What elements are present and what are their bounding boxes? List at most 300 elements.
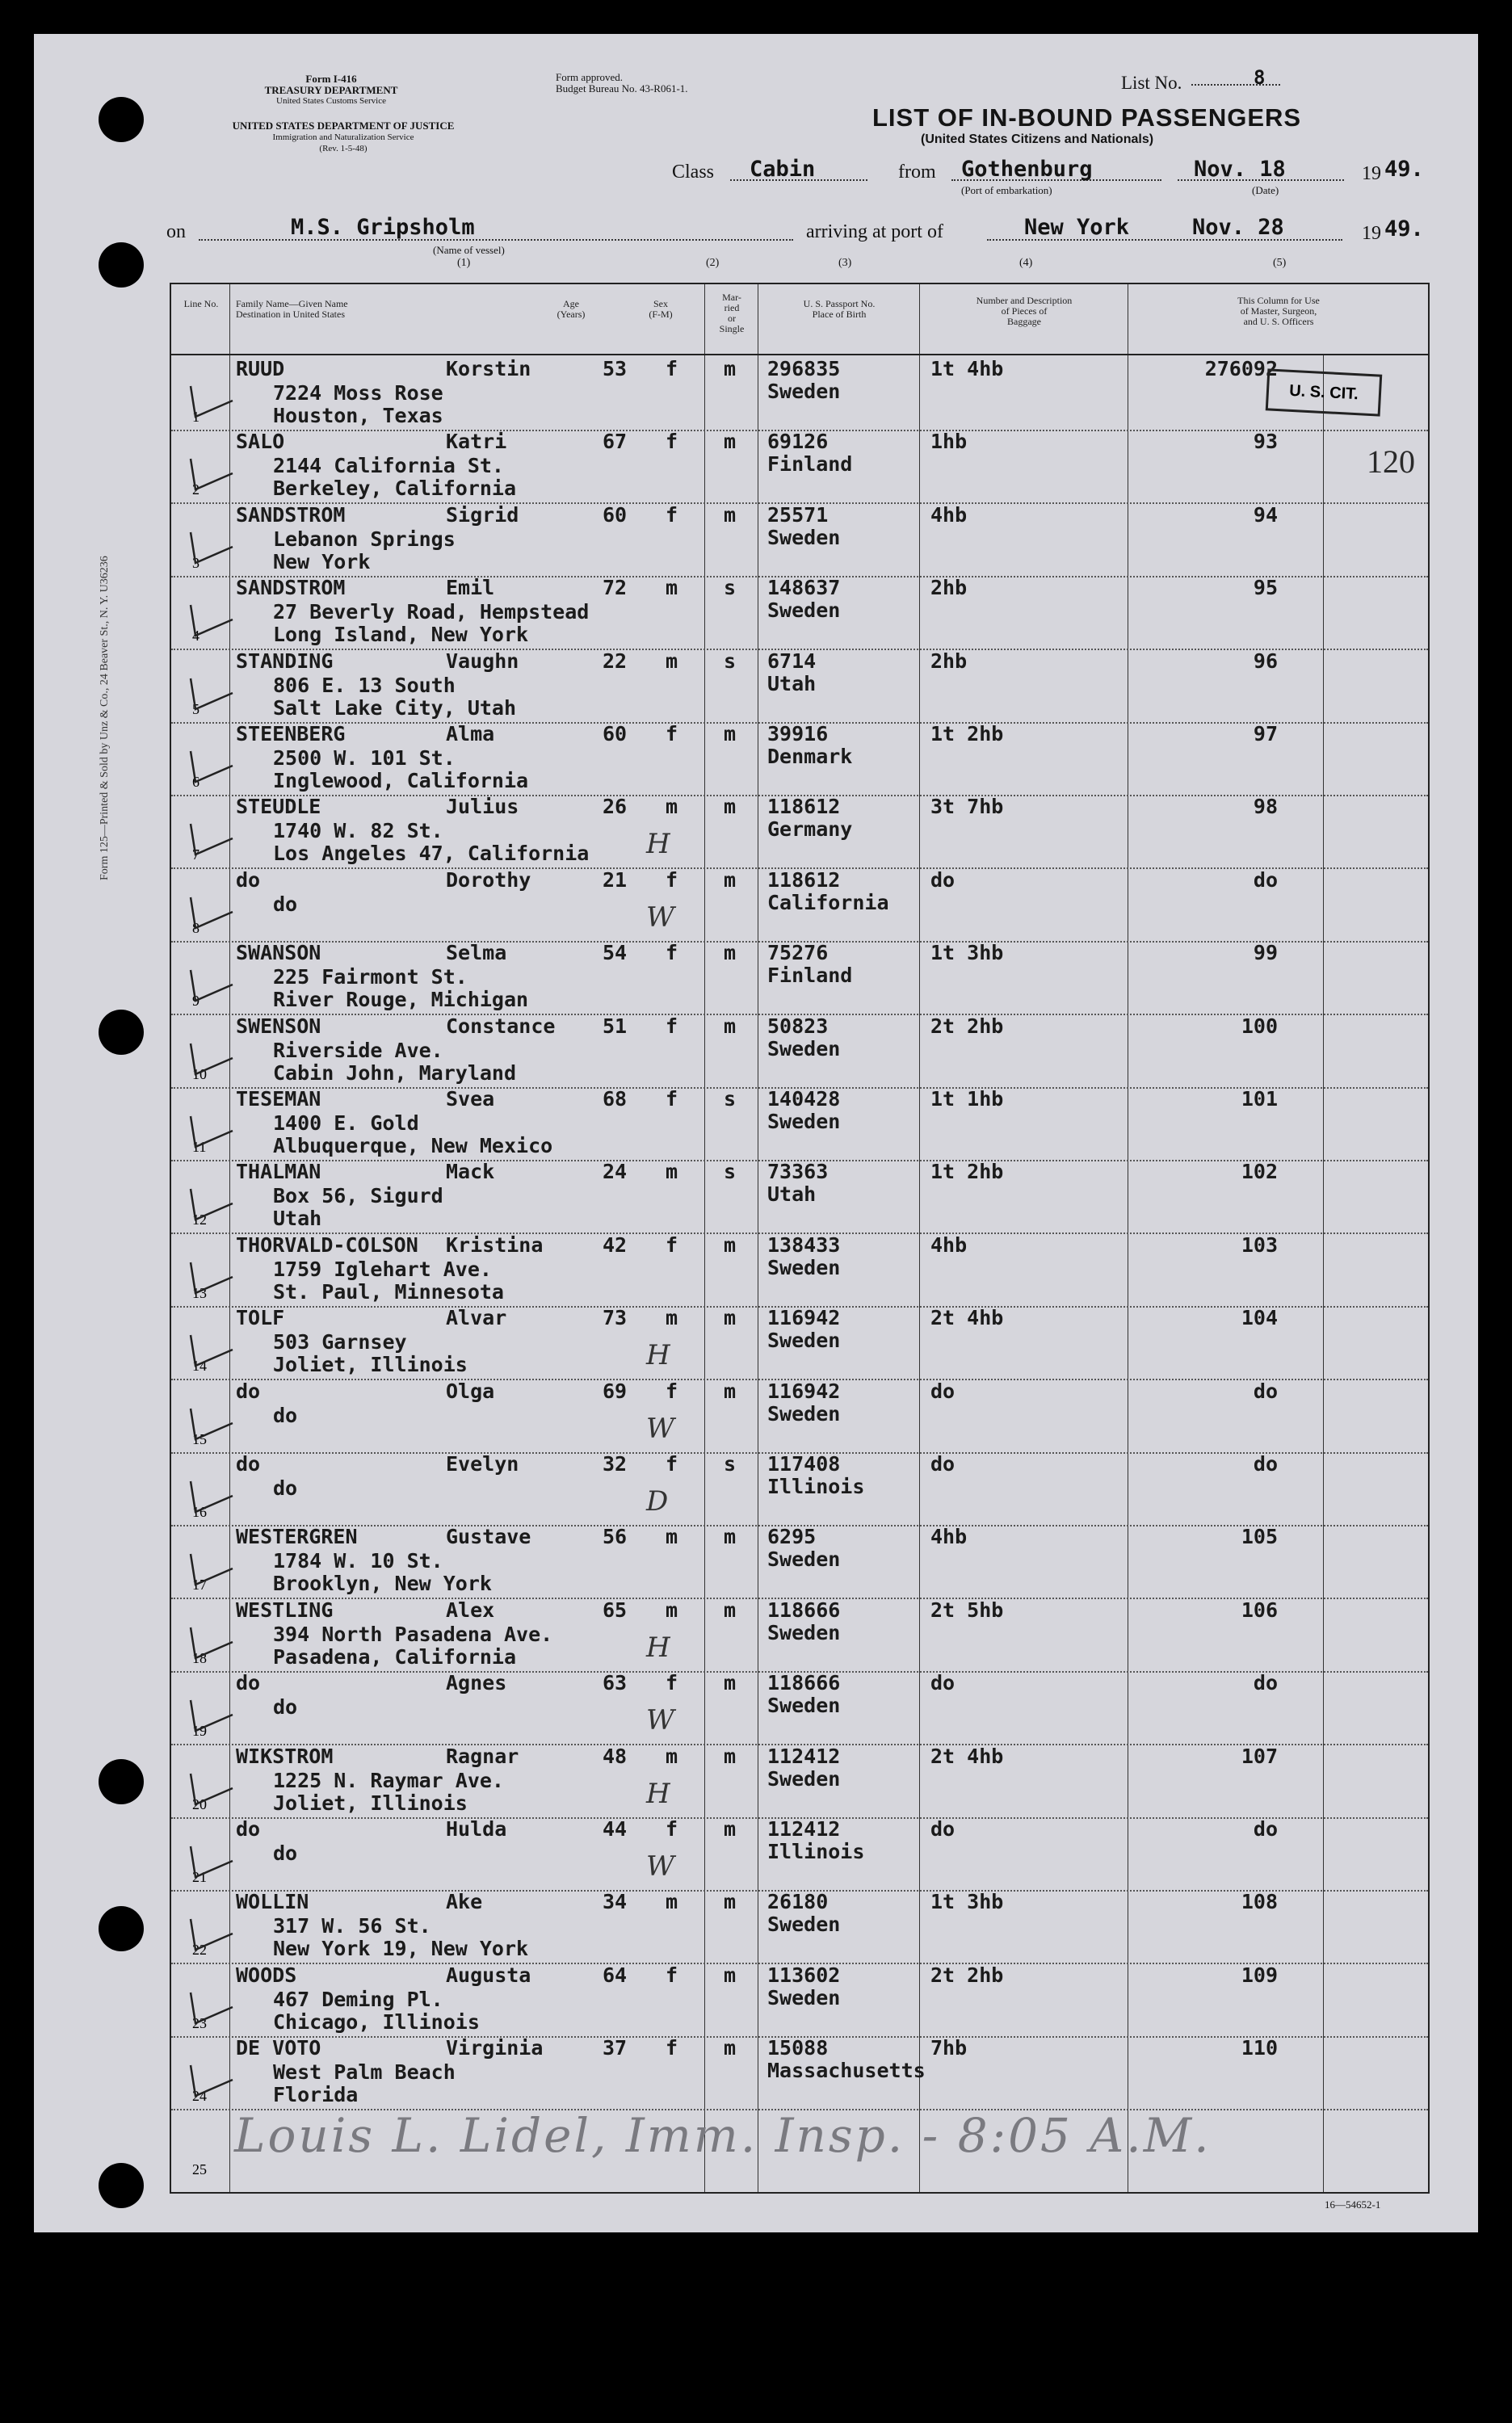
sex-value: m <box>666 576 678 600</box>
marital-status: m <box>724 1014 737 1038</box>
colnum-3: (3) <box>838 257 852 269</box>
marital-status: s <box>724 1160 737 1184</box>
sex-value: f <box>666 1232 678 1257</box>
table-row <box>171 795 1428 869</box>
family-name: SWANSON <box>236 941 321 965</box>
marital-status: s <box>724 576 737 600</box>
destination-line: 225 Fairmont St. <box>273 965 468 989</box>
col-baggage: Number and Description of Pieces of Baggage <box>976 295 1073 327</box>
destination-line: Houston, Texas <box>273 404 443 427</box>
date-caption: (Date) <box>1252 184 1279 196</box>
given-name: Alex <box>446 1598 495 1622</box>
check-mark-icon <box>187 1549 236 1589</box>
line-number: 5 <box>192 700 200 717</box>
age-value: 22 <box>603 649 628 673</box>
officer-number: 105 <box>1241 1525 1278 1549</box>
check-mark-icon <box>187 600 236 640</box>
destination-line: 1740 W. 82 St. <box>273 819 443 843</box>
line-number: 22 <box>192 1942 207 1959</box>
baggage-count: 1t 4hb <box>930 357 1004 380</box>
check-mark-icon <box>187 1330 236 1371</box>
destination-line: 1225 N. Raymar Ave. <box>273 1768 504 1792</box>
line-number: 25 <box>192 2161 207 2177</box>
check-mark-icon <box>187 1476 236 1517</box>
check-mark-icon <box>187 1988 236 2028</box>
destination-line: 806 E. 13 South <box>273 673 456 697</box>
line-number: 11 <box>192 1139 207 1155</box>
baggage-count: 1t 2hb <box>930 1160 1004 1184</box>
given-name: Alvar <box>446 1306 507 1330</box>
place-of-birth: Sweden <box>767 1547 841 1572</box>
given-name: Dorothy <box>446 867 531 892</box>
given-name: Sigrid <box>446 502 519 527</box>
printer-imprint: Form 125—Printed & Sold by Unz & Co., 24 Beaver St., N. Y. U36236 <box>99 556 111 880</box>
colnum-1: (1) <box>457 257 471 269</box>
age-value: 60 <box>603 502 628 527</box>
given-name: Virginia <box>446 2036 544 2060</box>
sex-value: f <box>666 1087 678 1111</box>
baggage-count: 1t 2hb <box>930 722 1004 745</box>
passport-number: 118666 <box>767 1598 841 1622</box>
age-value: 65 <box>603 1598 628 1622</box>
passport-number: 113602 <box>767 1963 841 1987</box>
given-name: Emil <box>446 576 495 600</box>
family-name: do <box>236 1452 261 1476</box>
check-mark-icon <box>187 892 236 933</box>
table-row <box>171 1890 1428 1964</box>
table-row <box>171 2036 1428 2110</box>
passport-number: 116942 <box>767 1306 841 1330</box>
family-name: WIKSTROM <box>236 1744 334 1768</box>
check-mark-icon <box>187 1404 236 1444</box>
place-of-birth: Sweden <box>767 1036 841 1060</box>
marital-status: m <box>724 867 737 892</box>
table-row <box>171 868 1428 943</box>
place-of-birth: Sweden <box>767 1913 841 1937</box>
table-row <box>171 1014 1428 1089</box>
passport-number: 112412 <box>767 1817 841 1841</box>
table-row <box>171 576 1428 650</box>
baggage-count: 2t 2hb <box>930 1963 1004 1987</box>
arrival-port: New York <box>1024 215 1130 240</box>
passenger-table <box>170 283 1430 2194</box>
marital-status: m <box>724 1525 737 1549</box>
family-name: do <box>236 867 261 892</box>
passport-number: 75276 <box>767 941 829 965</box>
baggage-count: 2t 4hb <box>930 1744 1004 1768</box>
check-mark-icon <box>187 674 236 714</box>
handwritten-mark: W <box>646 1850 674 1883</box>
line-number: 2 <box>192 481 200 498</box>
marital-status: s <box>724 1087 737 1111</box>
age-value: 72 <box>603 576 628 600</box>
given-name: Hulda <box>446 1817 507 1841</box>
destination-line: New York 19, New York <box>273 1937 529 1961</box>
passport-number: 69126 <box>767 430 829 454</box>
age-value: 60 <box>603 722 628 745</box>
page-title: LIST OF IN-BOUND PASSENGERS <box>872 103 1302 132</box>
officer-number: 99 <box>1253 941 1278 965</box>
given-name: Vaughn <box>446 649 519 673</box>
check-mark-icon <box>187 527 236 568</box>
arrival-year: 49. <box>1384 216 1424 241</box>
revision-label: (Rev. 1-5-48) <box>319 144 368 153</box>
officer-number: 108 <box>1241 1890 1278 1914</box>
given-name: Ake <box>446 1890 483 1914</box>
destination-line: Utah <box>273 1207 322 1231</box>
sex-value: m <box>666 1306 678 1330</box>
destination-line: 2144 California St. <box>273 454 504 478</box>
passport-number: 116942 <box>767 1379 841 1403</box>
arriving-label: arriving at port of <box>806 221 943 242</box>
table-row <box>171 722 1428 796</box>
table-row <box>171 357 1428 431</box>
handwritten-mark: W <box>646 1704 674 1737</box>
sex-value: m <box>666 1160 678 1184</box>
table-row <box>171 1817 1428 1892</box>
destination-line: do <box>273 1695 298 1720</box>
marital-status: m <box>724 1963 737 1987</box>
age-value: 37 <box>603 2036 628 2060</box>
given-name: Svea <box>446 1087 495 1111</box>
destination-line: River Rouge, Michigan <box>273 988 529 1012</box>
family-name: THORVALD-COLSON <box>236 1232 418 1257</box>
sex-value: f <box>666 357 678 380</box>
table-row <box>171 1160 1428 1234</box>
destination-line: Brooklyn, New York <box>273 1572 492 1596</box>
table-row <box>171 1671 1428 1745</box>
place-of-birth: Sweden <box>767 1766 841 1791</box>
officer-number: 98 <box>1253 795 1278 819</box>
sex-value: f <box>666 1817 678 1841</box>
sex-value: m <box>666 1598 678 1622</box>
line-number: 20 <box>192 1795 207 1812</box>
check-mark-icon <box>187 1914 236 1955</box>
port-caption: (Port of embarkation) <box>961 184 1052 196</box>
age-value: 24 <box>603 1160 628 1184</box>
destination-line: Salt Lake City, Utah <box>273 695 517 720</box>
baggage-count: 2t 4hb <box>930 1306 1004 1330</box>
age-value: 44 <box>603 1817 628 1841</box>
col-name: Family Name—Given Name Destination in United States <box>236 298 348 320</box>
baggage-count: 1t 1hb <box>930 1087 1004 1111</box>
punch-hole <box>99 2163 144 2208</box>
destination-line: 503 Garnsey <box>273 1330 407 1354</box>
family-name: do <box>236 1671 261 1695</box>
destination-line: 7224 Moss Rose <box>273 381 443 405</box>
age-value: 69 <box>603 1379 628 1403</box>
age-value: 63 <box>603 1671 628 1695</box>
officer-number: 95 <box>1253 576 1278 600</box>
line-number: 4 <box>192 628 200 645</box>
place-of-birth: Sweden <box>767 380 841 403</box>
col-line-no: Line No. <box>183 298 219 309</box>
destination-line: 1784 W. 10 St. <box>273 1549 443 1573</box>
passport-number: 140428 <box>767 1087 841 1111</box>
sex-value: f <box>666 1379 678 1403</box>
col-officers: This Column for Use of Master, Surgeon, and U. S. Officers <box>1237 295 1320 327</box>
baggage-count: 4hb <box>930 502 968 527</box>
check-mark-icon <box>187 2060 236 2101</box>
marital-status: m <box>724 1744 737 1768</box>
marital-status: m <box>724 1817 737 1841</box>
family-name: DE VOTO <box>236 2036 321 2060</box>
given-name: Agnes <box>446 1671 507 1695</box>
officer-number: do <box>1253 1671 1278 1695</box>
age-value: 64 <box>603 1963 628 1987</box>
line-number: 16 <box>192 1504 207 1520</box>
family-name: STEENBERG <box>236 722 346 745</box>
destination-line: do <box>273 1841 298 1865</box>
baggage-count: 4hb <box>930 1525 968 1549</box>
line-number: 3 <box>192 554 200 571</box>
header-separator <box>171 354 1428 355</box>
check-mark-icon <box>187 1769 236 1809</box>
age-value: 67 <box>603 430 628 454</box>
col-marital: Mar- ried or Single <box>719 292 745 334</box>
passport-number: 6714 <box>767 649 817 673</box>
destination-line: 27 Beverly Road, Hempstead <box>273 600 590 624</box>
sex-value: f <box>666 2036 678 2060</box>
officer-number: 94 <box>1253 502 1278 527</box>
line-number: 19 <box>192 1723 207 1740</box>
place-of-birth: Sweden <box>767 525 841 549</box>
passport-number: 26180 <box>767 1890 829 1914</box>
year-prefix-2: 19 <box>1362 223 1381 244</box>
on-label: on <box>166 221 186 242</box>
age-value: 48 <box>603 1744 628 1768</box>
line-number: 8 <box>192 919 200 936</box>
family-name: THALMAN <box>236 1160 321 1184</box>
baggage-count: do <box>930 1379 956 1403</box>
baggage-count: 3t 7hb <box>930 795 1004 819</box>
officer-number: 102 <box>1241 1160 1278 1184</box>
check-mark-icon <box>187 454 236 494</box>
destination-line: do <box>273 1476 298 1500</box>
footer-code: 16—54652-1 <box>1325 2198 1381 2211</box>
form-number: Form I-416 <box>305 73 357 85</box>
handwritten-mark: W <box>646 1412 674 1445</box>
given-name: Olga <box>446 1379 495 1403</box>
destination-line: St. Paul, Minnesota <box>273 1279 504 1304</box>
age-value: 26 <box>603 795 628 819</box>
marital-status: s <box>724 1452 737 1476</box>
age-value: 51 <box>603 1014 628 1038</box>
officer-number: do <box>1253 1452 1278 1476</box>
marital-status: m <box>724 1232 737 1257</box>
baggage-count: do <box>930 1817 956 1841</box>
marital-status: m <box>724 1379 737 1403</box>
place-of-birth: Utah <box>767 671 817 695</box>
family-name: SWENSON <box>236 1014 321 1038</box>
sex-value: m <box>666 1744 678 1768</box>
table-row <box>171 503 1428 577</box>
place-of-birth: Illinois <box>767 1475 865 1498</box>
departure-date: Nov. 18 <box>1194 157 1286 182</box>
destination-line: 1759 Iglehart Ave. <box>273 1257 492 1281</box>
destination-line: Florida <box>273 2083 359 2107</box>
handwritten-mark: H <box>646 828 670 861</box>
baggage-count: 1t 3hb <box>930 1890 1004 1914</box>
marital-status: m <box>724 1890 737 1914</box>
from-label: from <box>898 162 936 183</box>
sex-value: f <box>666 430 678 454</box>
place-of-birth: Sweden <box>767 1694 841 1718</box>
place-of-birth: Sweden <box>767 1985 841 2009</box>
passport-number: 118666 <box>767 1671 841 1695</box>
given-name: Korstin <box>446 357 531 380</box>
passport-number: 50823 <box>767 1014 829 1038</box>
colnum-5: (5) <box>1273 257 1287 269</box>
justice-label: UNITED STATES DEPARTMENT OF JUSTICE <box>232 120 455 132</box>
sex-value: m <box>666 1890 678 1914</box>
destination-line: Berkeley, California <box>273 477 517 501</box>
table-row <box>171 1525 1428 1599</box>
punch-hole <box>99 242 144 288</box>
col-passport: U. S. Passport No. Place of Birth <box>803 298 876 320</box>
ins-label: Immigration and Naturalization Service <box>272 132 414 142</box>
destination-line: 394 North Pasadena Ave. <box>273 1622 553 1646</box>
check-mark-icon <box>187 1623 236 1663</box>
sex-value: f <box>666 1963 678 1987</box>
list-no-label: List No. <box>1121 73 1182 93</box>
passport-number: 118612 <box>767 795 841 819</box>
year-prefix: 19 <box>1362 163 1381 184</box>
page-mark: 120 <box>1367 443 1415 480</box>
table-row <box>171 1379 1428 1454</box>
age-value: 56 <box>603 1525 628 1549</box>
baggage-count: 2t 2hb <box>930 1014 1004 1038</box>
check-mark-icon <box>187 746 236 787</box>
passport-number: 148637 <box>767 576 841 600</box>
customs-label: United States Customs Service <box>276 96 386 106</box>
place-of-birth: Finland <box>767 452 853 477</box>
punch-hole <box>99 1759 144 1804</box>
marital-status: m <box>724 357 737 380</box>
list-no-line <box>1191 84 1280 86</box>
line-number: 23 <box>192 2014 207 2031</box>
destination-line: 317 W. 56 St. <box>273 1914 431 1938</box>
place-of-birth: California <box>767 890 889 914</box>
sex-value: f <box>666 941 678 965</box>
table-row <box>171 1745 1428 1819</box>
line-number: 9 <box>192 993 200 1010</box>
handwritten-mark: H <box>646 1631 670 1664</box>
officer-number: do <box>1253 867 1278 892</box>
sex-value: f <box>666 502 678 527</box>
officer-number: 109 <box>1241 1963 1278 1987</box>
marital-status: m <box>724 795 737 819</box>
age-value: 32 <box>603 1452 628 1476</box>
given-name: Augusta <box>446 1963 531 1987</box>
place-of-birth: Sweden <box>767 1110 841 1133</box>
destination-line: Joliet, Illinois <box>273 1353 468 1377</box>
marital-status: m <box>724 1598 737 1622</box>
us-citizen-stamp: U. S. CIT. <box>1266 368 1383 416</box>
baggage-count: do <box>930 867 956 892</box>
line-number: 18 <box>192 1649 207 1666</box>
line-number: 7 <box>192 846 200 863</box>
check-mark-icon <box>187 1695 236 1736</box>
check-mark-icon <box>187 819 236 859</box>
sex-value: f <box>666 722 678 745</box>
passport-number: 6295 <box>767 1525 817 1549</box>
table-row <box>171 941 1428 1015</box>
table-row <box>171 1233 1428 1308</box>
destination-line: Cabin John, Maryland <box>273 1060 517 1085</box>
sex-value: m <box>666 1525 678 1549</box>
line-number: 24 <box>192 2088 207 2105</box>
class-value: Cabin <box>750 157 816 182</box>
officer-number: do <box>1253 1379 1278 1403</box>
passport-number: 112412 <box>767 1744 841 1768</box>
age-value: 21 <box>603 867 628 892</box>
col-sex: Sex (F-M) <box>649 298 673 320</box>
given-name: Julius <box>446 795 519 819</box>
marital-status: m <box>724 722 737 745</box>
line-number: 13 <box>192 1284 207 1301</box>
place-of-birth: Sweden <box>767 1255 841 1279</box>
baggage-count: 2hb <box>930 576 968 600</box>
budget-bureau: Budget Bureau No. 43-R061-1. <box>556 82 688 94</box>
line-number: 6 <box>192 774 200 790</box>
sex-value: m <box>666 795 678 819</box>
handwritten-mark: H <box>646 1777 670 1810</box>
place-of-birth: Finland <box>767 964 853 988</box>
form-approved: Form approved. <box>556 71 624 83</box>
officer-number: 107 <box>1241 1744 1278 1768</box>
family-name: WESTLING <box>236 1598 334 1622</box>
officer-number: 100 <box>1241 1014 1278 1038</box>
officer-number: 101 <box>1241 1087 1278 1111</box>
destination-line: 1400 E. Gold <box>273 1111 419 1135</box>
vessel-name: M.S. Gripsholm <box>291 215 475 240</box>
given-name: Katri <box>446 430 507 454</box>
destination-line: Chicago, Illinois <box>273 2009 480 2034</box>
table-row <box>171 1452 1428 1526</box>
vessel-caption: (Name of vessel) <box>433 244 505 256</box>
table-row <box>171 430 1428 504</box>
table-row <box>171 1087 1428 1161</box>
destination-line: do <box>273 892 298 916</box>
handwritten-mark: H <box>646 1339 670 1372</box>
place-of-birth: Sweden <box>767 1401 841 1426</box>
destination-line: Joliet, Illinois <box>273 1791 468 1815</box>
given-name: Alma <box>446 722 495 745</box>
departure-year: 49. <box>1384 157 1424 182</box>
line-number: 17 <box>192 1577 207 1594</box>
destination-line: Lebanon Springs <box>273 527 456 551</box>
marital-status: m <box>724 1306 737 1330</box>
family-name: WESTERGREN <box>236 1525 358 1549</box>
passport-number: 118612 <box>767 867 841 892</box>
check-mark-icon <box>187 1184 236 1224</box>
check-mark-icon <box>187 1841 236 1882</box>
arrival-date: Nov. 28 <box>1192 215 1284 240</box>
family-name: RUUD <box>236 357 285 380</box>
passport-number: 138433 <box>767 1232 841 1257</box>
sex-value: f <box>666 1671 678 1695</box>
given-name: Kristina <box>446 1232 544 1257</box>
officer-number: 103 <box>1241 1232 1278 1257</box>
family-name: TESEMAN <box>236 1087 321 1111</box>
baggage-count: do <box>930 1452 956 1476</box>
line-number: 10 <box>192 1065 207 1082</box>
family-name: STEUDLE <box>236 795 321 819</box>
passport-number: 117408 <box>767 1452 841 1476</box>
marital-status: m <box>724 1671 737 1695</box>
marital-status: m <box>724 430 737 454</box>
